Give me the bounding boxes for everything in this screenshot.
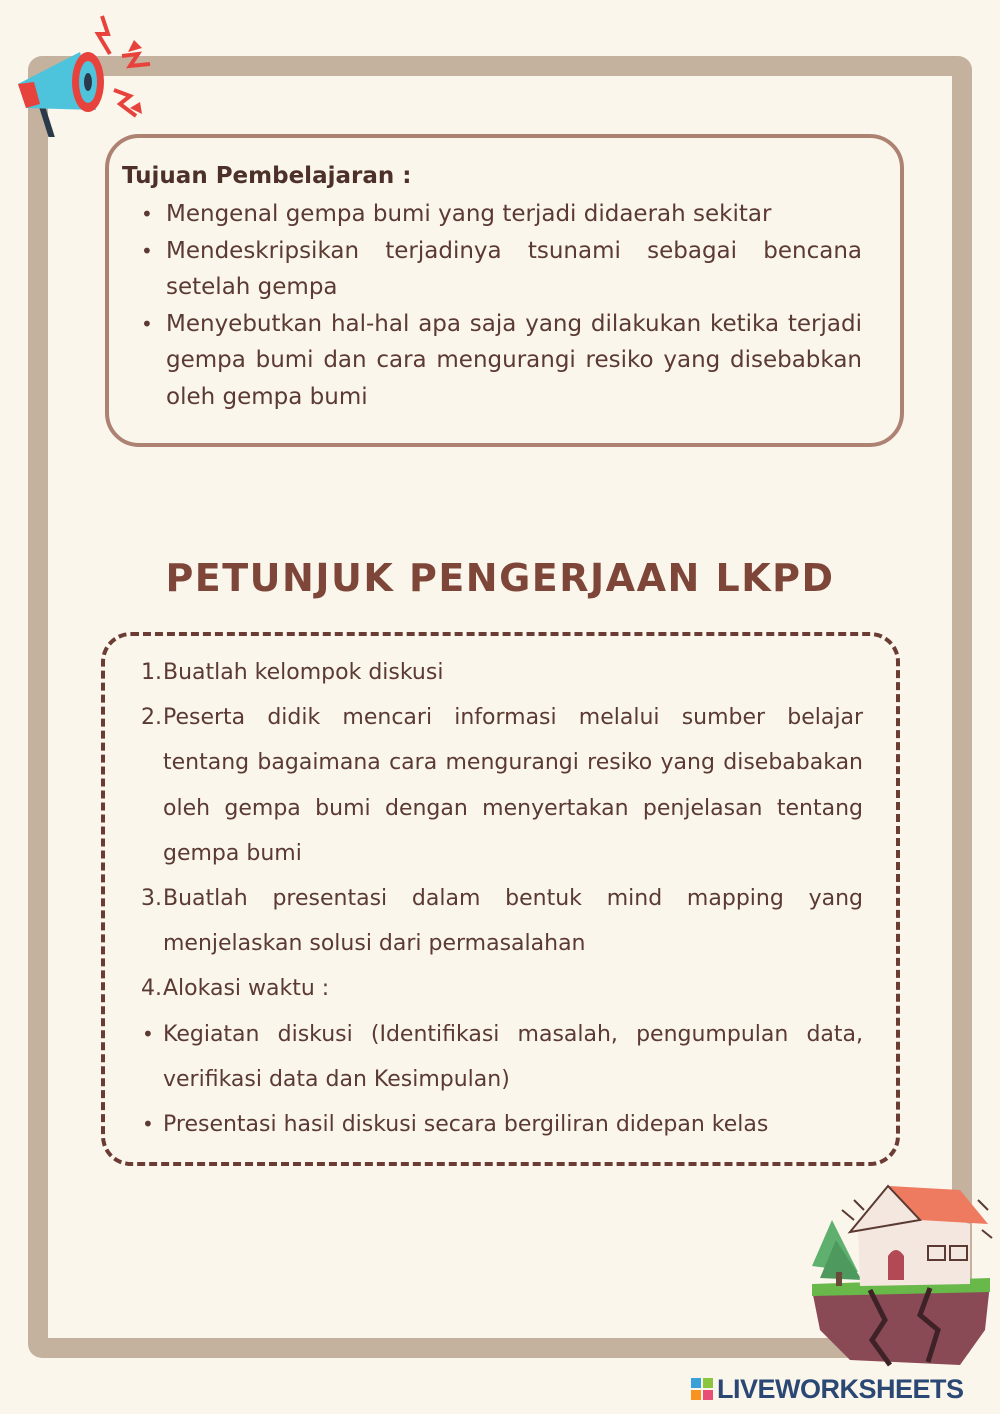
learning-goals-list bbox=[166, 196, 862, 415]
instruction-step bbox=[141, 876, 863, 966]
watermark-text: LIVEWORKSHEETS bbox=[717, 1373, 964, 1404]
liveworksheets-logo-icon bbox=[690, 1377, 714, 1401]
learning-goal-item: • Menyebutkan hal-hal apa saja yang dilakukan ketika terjadi gempa bumi dan cara mengurangi resiko yang disebabkan oleh gempa bumi bbox=[166, 306, 862, 416]
step-number: 4. bbox=[141, 976, 162, 1002]
instruction-sub-item bbox=[142, 1012, 863, 1102]
instructions-list bbox=[141, 650, 863, 1147]
instructions-heading: PETUNJUK PENGERJAAN LKPD bbox=[165, 556, 835, 600]
step-number: 2. bbox=[141, 705, 162, 731]
sub-item-text: Presentasi hasil diskusi secara bergiliran didepan kelas bbox=[163, 1112, 769, 1138]
learning-goal-item: • Mengenal gempa bumi yang terjadi didaerah sekitar bbox=[166, 196, 862, 233]
bullet-icon: • bbox=[142, 1021, 154, 1046]
instruction-step bbox=[141, 966, 863, 1011]
step-text: Buatlah kelompok diskusi bbox=[163, 660, 444, 685]
instruction-step bbox=[141, 695, 863, 876]
instruction-sub-item bbox=[142, 1102, 863, 1147]
bullet-icon: • bbox=[142, 1112, 154, 1137]
step-number: 1. bbox=[141, 660, 162, 685]
step-text: Buatlah presentasi dalam bentuk mind mapping yang menjelaskan solusi dari permasalahan bbox=[163, 886, 863, 957]
step-number: 3. bbox=[141, 886, 162, 912]
step-text: Alokasi waktu : bbox=[163, 976, 330, 1002]
megaphone-icon bbox=[10, 12, 160, 137]
instruction-step bbox=[141, 650, 863, 695]
earthquake-house-icon bbox=[810, 1180, 995, 1370]
learning-goals-title: Tujuan Pembelajaran : bbox=[122, 163, 412, 189]
liveworksheets-watermark bbox=[690, 1372, 990, 1406]
step-text: Peserta didik mencari informasi melalui sumber belajar tentang bagaimana cara mengurangi resiko yang disebabakan oleh gempa bumi dengan menyertakan penjelasan tentang gempa bumi bbox=[163, 705, 863, 866]
sub-item-text: Kegiatan diskusi (Identifikasi masalah, pengumpulan data, verifikasi data dan Kesimpulan) bbox=[163, 1021, 863, 1092]
learning-goal-item: • Mendeskripsikan terjadinya tsunami sebagai bencana setelah gempa bbox=[166, 233, 862, 306]
instructions-box bbox=[101, 632, 900, 1166]
learning-goals-box bbox=[105, 134, 904, 447]
